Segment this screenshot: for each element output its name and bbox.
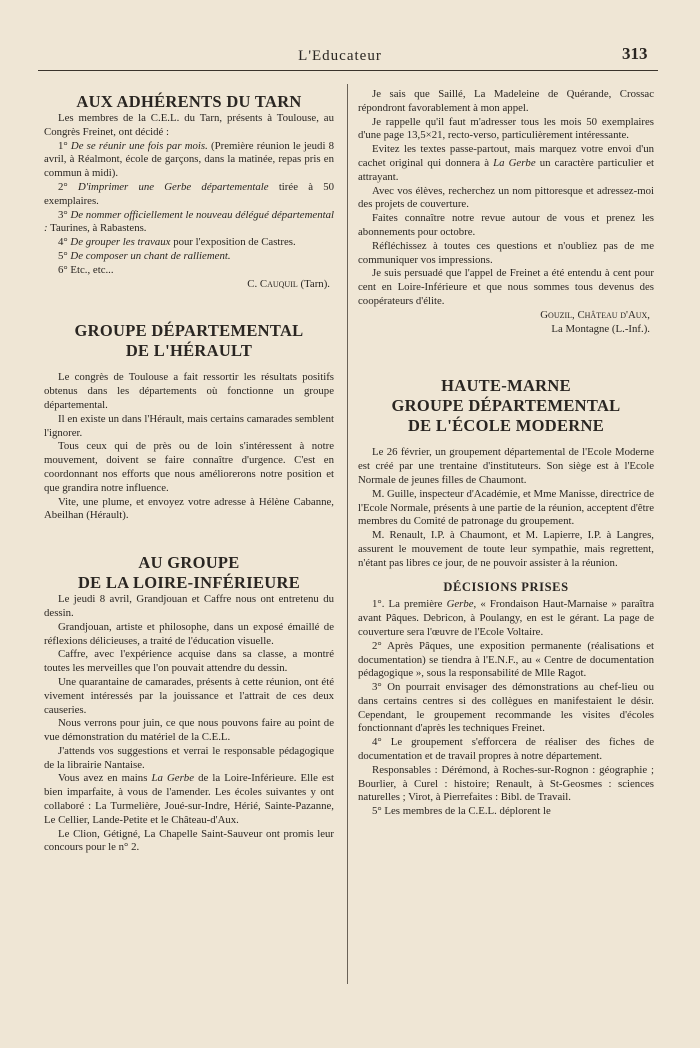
loire-paragraph-1: Le jeudi 8 avril, Grandjouan et Caffre nous ont entretenu du dessin. (44, 593, 334, 619)
gerbe-signature-line2: La Montagne (L.-Inf.). (551, 322, 650, 335)
tarn-item-2: 2° D'imprimer une Gerbe départementale tirée à 50 exemplaires. (44, 180, 335, 207)
loire-title-line1: AU GROUPE (138, 553, 240, 573)
tarn-title: AUX ADHÉRENTS DU TARN (76, 92, 302, 111)
hautemarne-title-line3: DE L'ÉCOLE MODERNE (407, 416, 605, 436)
header-rule (38, 70, 658, 71)
decision-responsables: Responsables : Dérémond, à Roches-sur-Rognon : géographie ; Bourlier, à Curel : histoire; Renault, à St-Geosmes : sciences naturelles ; Virot, à Pierrefaites : Bibl. de Travail. (358, 763, 654, 804)
gerbe-paragraph-6: Réfléchissez à toutes ces questions et n'oubliez pas de me communiquer vos impressions. (358, 239, 654, 266)
decision-2: 2° Après Pâques, une exposition permanente (réalisations et documentation) se tiendra à l'E.N.F., au « Centre de documentation pédagogique », sous la responsabilité de Mlle Ragot. (358, 639, 654, 680)
tarn-item-5: 5° De composer un chant de ralliement. (58, 249, 231, 262)
left-column (44, 92, 334, 855)
hautemarne-paragraph-1: Le 26 février, un groupement départemental de l'Ecole Moderne est créé par une trentaine d'instituteurs. Son siège est à l'Ecole Normale de jeunes filles de Chaumont. (358, 446, 654, 486)
herault-section (44, 321, 334, 523)
page-number: 313 (622, 44, 648, 63)
hautemarne-title-line2: GROUPE DÉPARTEMENTAL (391, 396, 621, 416)
column-divider (347, 84, 348, 984)
loire-section (44, 553, 334, 855)
gerbe-paragraph-5: Faites connaître notre revue autour de vous et prenez les abonnements pour octobre. (358, 212, 654, 238)
herault-paragraph-1: Le congrès de Toulouse a fait ressortir les résultats positifs obtenus dans les départements où fonctionne un groupe départemental. (44, 371, 334, 411)
tarn-item-3: 3° De nommer officiellement le nouveau délégué départemental : Taurines, à Rabastens. (44, 208, 334, 235)
decision-4: 4° Le groupement s'efforcera de réaliser des fiches de documentation et de travail propres à notre département. (358, 736, 654, 763)
loire-paragraph-3: Caffre, avec l'expérience acquise dans sa classe, a montré toutes les merveilles que l'on pouvait attendre du dessin. (44, 648, 334, 675)
decisions-section (358, 581, 654, 820)
decisions-title: DÉCISIONS PRISES (443, 579, 569, 594)
gerbe-paragraph-2: Je rappelle qu'il faut m'adresser tous les mois 50 exemplaires d'une page 13,5×21, recto-verso, particulièrement intéressante. (358, 115, 654, 142)
loire-paragraph-7: Vous avez en mains La Gerbe de la Loire-Inférieure. Elle est bien imparfaite, à vous de l'amender. Les écoles suivantes y ont collaboré : La Turmelière, Joué-sur-Indre, Hérié, Sainte-Pazanne, Le Cellier, Lande-Petite et le Château-d'Aux. (44, 772, 335, 826)
loire-paragraph-2: Grandjouan, artiste et philosophe, dans un exposé émaillé de réflexions délicieuses, a traité de l'éducation visuelle. (44, 620, 334, 647)
gerbe-continuation (358, 88, 654, 336)
gerbe-paragraph-7: Je suis persuadé que l'appel de Freinet a été entendu à cent pour cent en Loire-Inférieure et que nous sommes tous devenus des coopérateurs d'élite. (358, 267, 654, 307)
gerbe-paragraph-3: Evitez les textes passe-partout, mais marquez votre envoi d'un cachet original qui donnera à La Gerbe un caractère particulier et attrayant. (358, 143, 654, 183)
loire-paragraph-4: Une quarantaine de camarades, présents à cette réunion, ont été vivement intéressés par la jouissance et l'attrait de ces deux causeries. (44, 675, 334, 716)
header-title: L'Educateur (298, 48, 382, 64)
decision-3: 3° On pourrait envisager des démonstrations au chef-lieu ou dans certains centres si des collègues en manifestaient le désir. Cependant, le groupement recommande les visites d'écoles fonctionnant d'après les techniques Freinet. (358, 681, 654, 735)
loire-paragraph-5: Nous verrons pour juin, ce que nous pouvons faire au point de vue démonstration du matériel de la C.E.L. (44, 717, 334, 744)
hautemarne-section (358, 376, 654, 570)
herault-title-line1: GROUPE DÉPARTEMENTAL (74, 321, 304, 341)
gerbe-signature-line1: Gouzil, Château d'Aux, (540, 308, 650, 321)
herault-paragraph-2: Il en existe un dans l'Hérault, mais certains camarades semblent l'ignorer. (44, 412, 334, 439)
tarn-intro: Les membres de la C.E.L. du Tarn, présents à Toulouse, au Congrès Freinet, ont décidé : (44, 112, 334, 138)
gerbe-paragraph-4: Avec vos élèves, recherchez un nom pittoresque et adressez-moi des projets de couverture. (358, 184, 654, 211)
tarn-signature: C. Cauquil (Tarn). (247, 277, 330, 290)
right-column (358, 88, 654, 819)
tarn-item-6: 6° Etc., etc... (58, 263, 114, 276)
decision-1: 1°. La première Gerbe, « Frondaison Haut-Marnaise » paraîtra avant Pâques. Debricon, à Poulangy, en est le gérant. La page de couverture sera l'œuvre de l'Ecole Voltaire. (358, 598, 654, 638)
loire-paragraph-8: Le Clion, Gétigné, La Chapelle Saint-Sauveur ont promis leur concours pour le n° 2. (44, 827, 334, 854)
tarn-item-4: 4° De grouper les travaux pour l'exposition de Castres. (58, 236, 296, 249)
decision-5: 5° Les membres de la C.E.L. déplorent le (372, 805, 551, 818)
loire-title-line2: DE LA LOIRE-INFÉRIEURE (77, 573, 301, 593)
hautemarne-title-line1: HAUTE-MARNE (441, 376, 571, 396)
loire-paragraph-6: J'attends vos suggestions et verrai le responsable pédagogique de la librairie Nantaise. (44, 744, 334, 771)
hautemarne-paragraph-3: M. Renault, I.P. à Chaumont, et M. Lapierre, I.P. à Langres, assurent le mouvement de toute leur sympathie, mais regrettent, n'étant pas libres ce jour, de ne pouvoir assister à la réunion. (358, 529, 654, 569)
herault-paragraph-3: Tous ceux qui de près ou de loin s'intéressent à notre mouvement, doivent se faire connaître d'urgence. C'est en coordonnant nos efforts que nous améliorerons notre position et que grandira notre influence. (44, 440, 334, 494)
herault-paragraph-4: Vite, une plume, et envoyez votre adresse à Hélène Cabanne, Abeilhan (Hérault). (44, 495, 334, 522)
tarn-section (44, 92, 334, 291)
hautemarne-paragraph-2: M. Guille, inspecteur d'Académie, et Mme Manisse, directrice de l'Ecole Normale, présents à une partie de la réunion, acceptent d'être membres du Comité de patronage du groupement. (358, 487, 654, 528)
herault-title-line2: DE L'HÉRAULT (125, 341, 253, 361)
tarn-item-1: 1° De se réunir une fois par mois. (Première réunion le jeudi 8 avril, à Réalmont, école de garçons, dans la matinée, repas pris en commun à midi). (44, 139, 335, 180)
gerbe-paragraph-1: Je sais que Saillé, La Madeleine de Quérande, Crossac répondront favorablement à mon appel. (358, 88, 654, 114)
